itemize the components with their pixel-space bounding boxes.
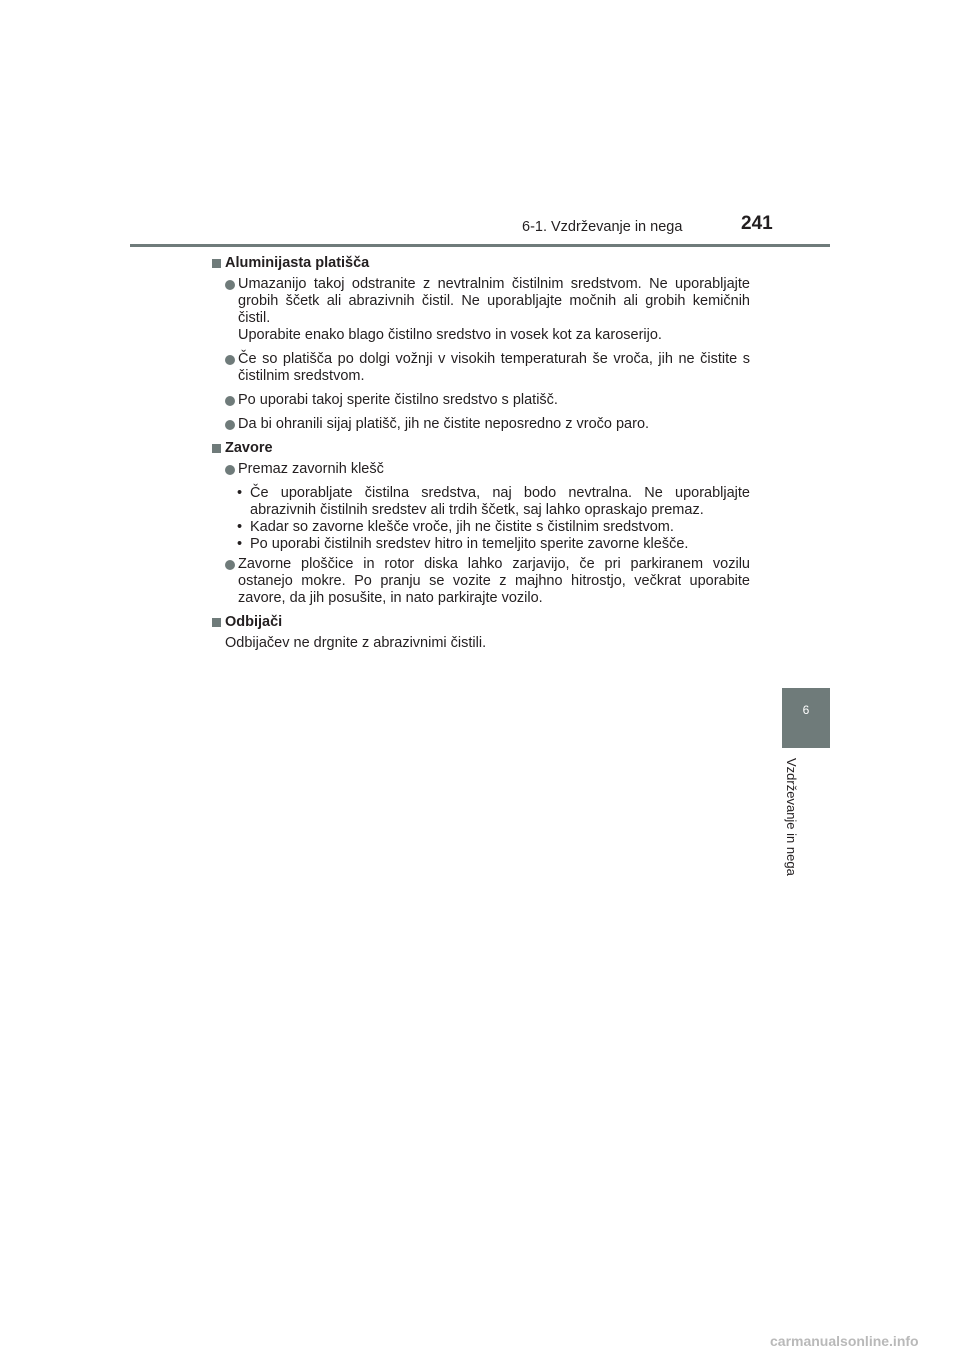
list-item	[210, 276, 750, 344]
chapter-tab	[782, 688, 830, 748]
round-bullet-icon	[225, 355, 235, 365]
list-item	[210, 556, 750, 607]
small-bullet-icon: •	[237, 519, 243, 535]
header-rule	[130, 244, 830, 247]
watermark: carmanualsonline.info	[770, 1333, 919, 1349]
section-heading	[210, 255, 750, 272]
sub-list-item	[210, 485, 750, 519]
heading-text: Odbijači	[225, 614, 283, 630]
square-bullet-icon	[212, 259, 221, 268]
sub-list-item-text: Po uporabi čistilnih sredstev hitro in temeljito sperite zavorne klešče.	[250, 536, 689, 552]
sub-list-item-text: Kadar so zavorne klešče vroče, jih ne čistite s čistilnim sredstvom.	[250, 519, 674, 535]
sub-list-item	[210, 536, 750, 553]
heading-text: Zavore	[225, 440, 273, 456]
round-bullet-icon	[225, 420, 235, 430]
round-bullet-icon	[225, 396, 235, 406]
list-item	[210, 392, 750, 409]
round-bullet-icon	[225, 465, 235, 475]
list-item-text: Če so platišča po dolgi vožnji v visokih temperaturah še vroča, jih ne čistite s čistilnim sredstvom.	[238, 351, 750, 384]
chapter-side-label-box	[784, 758, 804, 898]
sub-list-item-text: Če uporabljate čistilna sredstva, naj bodo nevtralna. Ne uporabljajte abrazivnih čistilnih sredstev ali trdih ščetk, saj lahko opraskajo premaz.	[250, 485, 750, 518]
list-item-text: Zavorne ploščice in rotor diska lahko zarjavijo, če pri parkiranem vozilu ostanejo mokre. Po pranju se vozite z majhno hitrostjo, večkrat uporabite zavore, da jih posušite, in nato parkirajte vozilo.	[238, 556, 750, 606]
list-item	[210, 416, 750, 433]
square-bullet-icon	[212, 444, 221, 453]
small-bullet-icon: •	[237, 485, 243, 501]
square-bullet-icon	[212, 618, 221, 627]
list-item-text-extra: Uporabite enako blago čistilno sredstvo in vosek kot za karoserijo.	[238, 327, 662, 343]
chapter-tab-number: 6	[802, 703, 810, 717]
page-content	[210, 255, 750, 652]
list-item	[210, 351, 750, 385]
list-item-text: Po uporabi takoj sperite čistilno sredstvo s platišč.	[238, 392, 558, 408]
section-heading	[210, 440, 750, 457]
section-title: 6-1. Vzdrževanje in nega	[522, 219, 683, 235]
round-bullet-icon	[225, 560, 235, 570]
page-number: 241	[741, 213, 773, 234]
paragraph: Odbijačev ne drgnite z abrazivnimi čistili.	[225, 635, 487, 651]
chapter-side-label: Vzdrževanje in nega	[784, 758, 799, 876]
round-bullet-icon	[225, 280, 235, 290]
list-item-text: Da bi ohranili sijaj platišč, jih ne čistite neposredno z vročo paro.	[238, 416, 650, 432]
list-item	[210, 461, 750, 478]
list-item-text: Umazanijo takoj odstranite z nevtralnim čistilnim sredstvom. Ne uporabljajte grobih ščetk ali abrazivnih čistil. Ne uporabljajte močnih ali grobih kemičnih čistil.	[238, 276, 750, 326]
small-bullet-icon: •	[237, 536, 243, 552]
list-item-text: Premaz zavornih klešč	[238, 461, 384, 477]
section-heading	[210, 614, 750, 631]
sub-list-item	[210, 519, 750, 536]
heading-text: Aluminijasta platišča	[225, 255, 370, 271]
